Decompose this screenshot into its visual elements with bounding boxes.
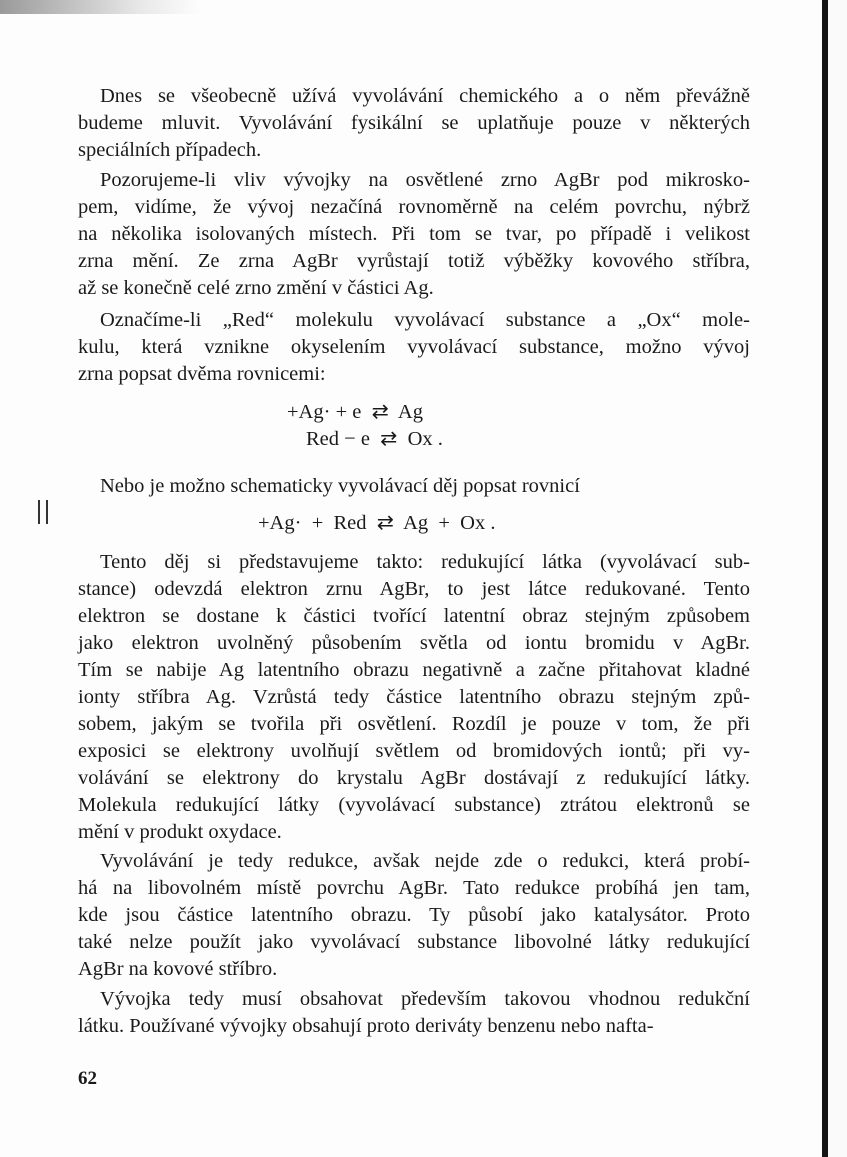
text-line: há na libovolném místě povrchu AgBr. Tato redukce probíhá jen tam, [78,877,750,899]
text-line: mění v produkt oxydace. [78,821,282,843]
text-line: zrna mění. Ze zrna AgBr vyrůstají totiž výběžky kovového stříbra, [78,250,750,272]
text-line: stance) odevzdá elektron zrnu AgBr, to jest látce redukované. Tento [78,578,750,600]
text-line: AgBr na kovové stříbro. [78,958,278,980]
scan-shadow [0,0,200,14]
text-line: na několika isolovaných místech. Při tom se tvar, po případě i velikost [78,223,750,245]
text-line: exposici se elektrony uvolňují světlem od bromidových iontů; při vy- [78,740,750,762]
equation-2: Red − e ⇄ Ox . [306,428,443,450]
text-line: Molekula redukující látky (vyvolávací substance) ztrátou elektronů se [78,794,750,816]
handwritten-mark [38,500,40,524]
equation-1: +Ag· + e ⇄ Ag [287,401,423,423]
text-line: Vývojka tedy musí obsahovat především takovou vhodnou redukční [100,988,750,1010]
page-number: 62 [78,1068,97,1089]
text-line: také nelze použít jako vyvolávací substance libovolné látky redukující [78,931,750,953]
text-line: kulu, která vznikne okyselením vyvolávací substance, možno vývoj [78,336,750,358]
text-line: Vyvolávání je tedy redukce, avšak nejde zde o redukci, která probí- [100,850,750,872]
page-margin [828,0,847,1157]
text-line: Dnes se všeobecně užívá vyvolávání chemického a o něm převážně [100,85,750,107]
text-line: elektron se dostane k částici tvořící latentní obraz stejným způsobem [78,605,750,627]
text-line: Nebo je možno schematicky vyvolávací děj popsat rovnicí [100,475,580,497]
handwritten-mark [46,500,48,524]
text-line: kde jsou částice latentního obrazu. Ty působí jako katalysátor. Proto [78,904,750,926]
text-line: látku. Používané vývojky obsahují proto deriváty benzenu nebo nafta- [78,1015,654,1037]
text-line: ionty stříbra Ag. Vzrůstá tedy částice latentního obrazu stejným způ- [78,686,750,708]
text-line: sobem, jakým se tvořila při osvětlení. Rozdíl je pouze v tom, že při [78,713,750,735]
text-line: budeme mluvit. Vyvolávání fysikální se uplatňuje pouze v některých [78,112,750,134]
text-line: jako elektron uvolněný působením světla od iontu bromidu v AgBr. [78,632,750,654]
text-line: volávání se elektrony do krystalu AgBr dostávají z redukující látky. [78,767,750,789]
text-line: Tento děj si představujeme takto: redukující látka (vyvolávací sub- [100,551,750,573]
text-line: až se konečně celé zrno změní v částici Ag. [78,277,434,299]
text-line: pem, vidíme, že vývoj nezačíná rovnoměrně na celém povrchu, nýbrž [78,196,750,218]
text-line: Pozorujeme-li vliv vývojky na osvětlené zrno AgBr pod mikrosko- [100,169,750,191]
text-line: Tím se nabije Ag latentního obrazu negativně a začne přitahovat kladné [78,659,750,681]
equation-3: +Ag· + Red ⇄ Ag + Ox . [258,512,496,534]
text-line: Označíme-li „Red“ molekulu vyvolávací substance a „Ox“ mole- [100,309,750,331]
text-line: speciálních případech. [78,139,262,161]
text-line: zrna popsat dvěma rovnicemi: [78,363,326,385]
